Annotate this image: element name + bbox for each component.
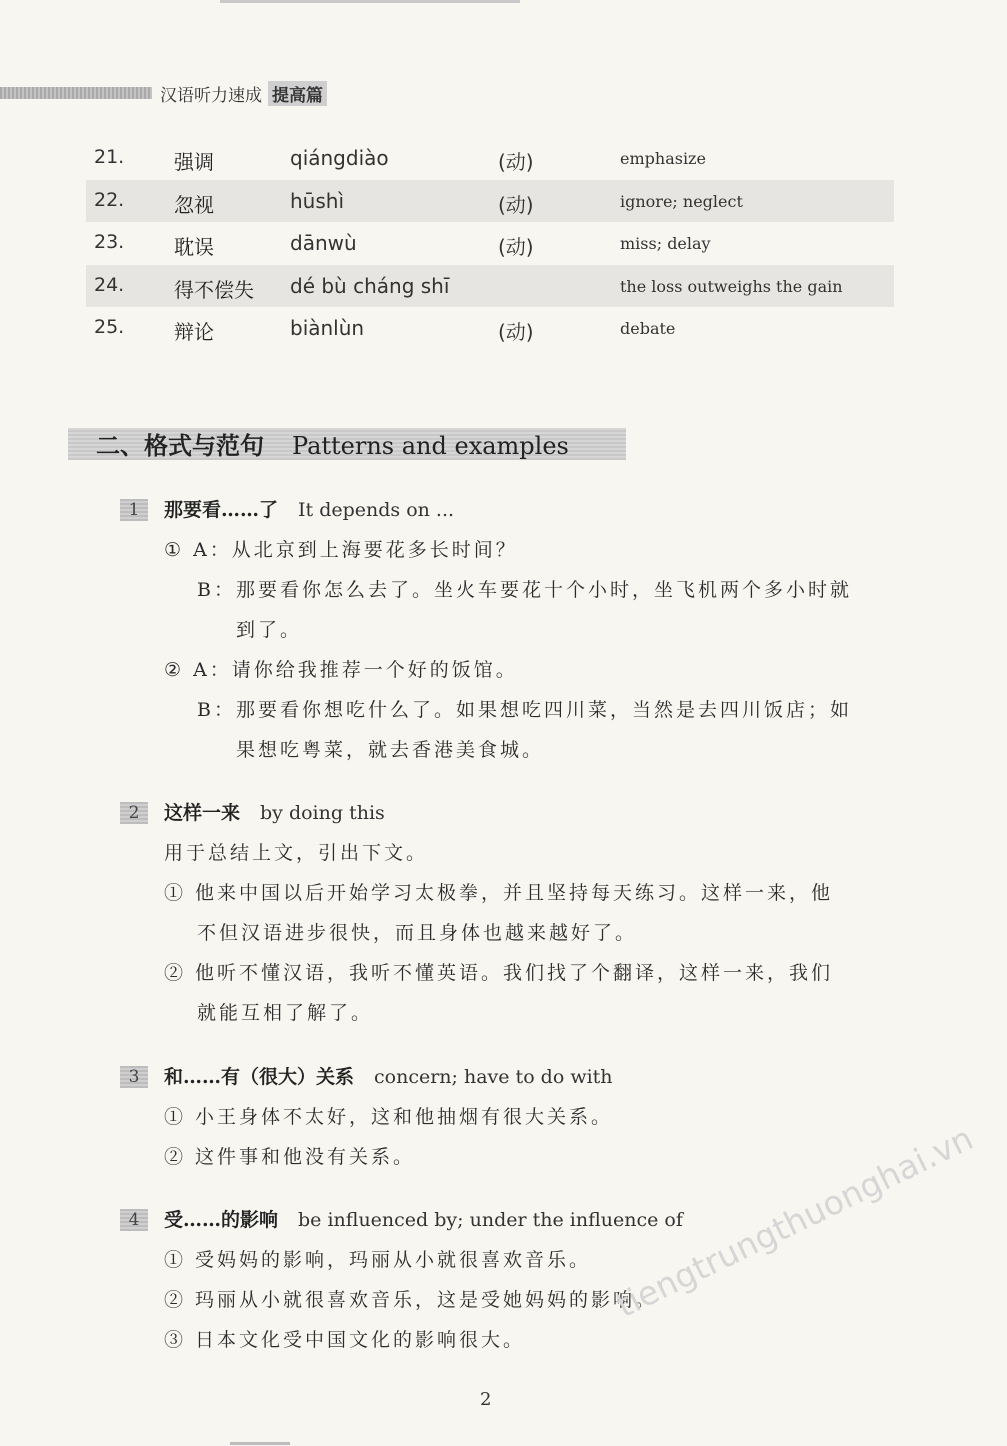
bottom-rule — [230, 1442, 290, 1445]
vocab-number: 25. — [94, 316, 125, 338]
pattern-zh: 和……有（很大）关系 — [164, 1066, 355, 1088]
vocab-part-of-speech: (动) — [498, 235, 534, 259]
example-line: B：那要看你想吃什么了。如果想吃四川菜，当然是去四川饭店；如 — [197, 699, 852, 721]
vocab-row — [86, 137, 894, 180]
example-line: ① 小王身体不太好，这和他抽烟有很大关系。 — [164, 1106, 614, 1128]
vocab-hanzi: 辩论 — [174, 320, 214, 344]
book-title-text: 汉语听力速成 — [160, 86, 262, 106]
pattern-heading — [120, 495, 454, 522]
top-rule — [220, 0, 520, 3]
watermark: tiengtrungthuonghai.vn — [610, 1118, 980, 1326]
vocab-row — [86, 265, 894, 308]
pattern-en: concern; have to do with — [374, 1066, 613, 1088]
example-line: ② A：请你给我推荐一个好的饭馆。 — [164, 659, 518, 681]
section-heading — [68, 428, 626, 460]
example-line: 就能互相了解了。 — [197, 1002, 374, 1024]
vocab-number: 22. — [94, 188, 125, 211]
example-line: ② 他听不懂汉语，我听不懂英语。我们找了个翻译，这样一来，我们 — [164, 962, 834, 984]
pattern-en: It depends on ... — [298, 499, 455, 521]
pattern-number-badge: 3 — [120, 1066, 148, 1088]
example-line: ② 玛丽从小就很喜欢音乐，这是受她妈妈的影响。 — [164, 1289, 658, 1311]
vocab-number: 24. — [94, 273, 125, 296]
book-subtitle: 提高篇 — [268, 81, 327, 106]
vocab-row — [86, 180, 894, 223]
example-line: 用于总结上文，引出下文。 — [164, 842, 429, 864]
pattern-heading — [120, 1062, 613, 1089]
section-heading-en: Patterns and examples — [292, 432, 569, 460]
example-line: 不但汉语进步很快，而且身体也越来越好了。 — [197, 922, 638, 944]
vocab-number: 23. — [94, 231, 125, 253]
vocab-english: ignore; neglect — [620, 191, 743, 211]
pattern-en: be influenced by; under the influence of — [298, 1209, 683, 1231]
vocab-english: debate — [620, 319, 676, 338]
example-line: ① 他来中国以后开始学习太极拳，并且坚持每天练习。这样一来，他 — [164, 882, 834, 904]
vocab-hanzi: 强调 — [174, 150, 214, 174]
book-title — [160, 81, 327, 106]
vocab-hanzi: 忽视 — [174, 192, 214, 217]
example-line: ② 这件事和他没有关系。 — [164, 1146, 416, 1168]
pattern-zh: 受……的影响 — [164, 1209, 279, 1231]
pattern-number-badge: 1 — [120, 499, 148, 521]
vocab-english: miss; delay — [620, 234, 711, 253]
example-line: 果想吃粤菜，就去香港美食城。 — [236, 739, 545, 761]
section-heading-text — [96, 426, 569, 461]
pattern-heading — [120, 1205, 683, 1232]
vocab-pinyin: hūshì — [290, 188, 345, 213]
example-line: 到了。 — [236, 619, 303, 641]
vocab-english: the loss outweighs the gain — [620, 276, 843, 296]
pattern-number-badge: 2 — [120, 802, 148, 824]
example-line: ① 受妈妈的影响，玛丽从小就很喜欢音乐。 — [164, 1249, 592, 1271]
vocab-pinyin: biànlùn — [290, 316, 365, 340]
vocab-number: 21. — [94, 146, 125, 168]
vocab-pinyin: qiángdiào — [290, 146, 389, 170]
vocab-part-of-speech: (动) — [498, 192, 534, 217]
pattern-en: by doing this — [260, 802, 385, 824]
page-number: 2 — [480, 1389, 492, 1410]
pattern-zh: 这样一来 — [164, 802, 241, 824]
vocab-row — [86, 307, 894, 350]
vocab-part-of-speech: (动) — [498, 150, 534, 174]
vocab-pinyin: dé bù cháng shī — [290, 273, 450, 298]
section-heading-zh: 二、格式与范句 — [96, 431, 264, 460]
pattern-heading — [120, 798, 385, 825]
vocab-part-of-speech: (动) — [498, 320, 534, 344]
vocabulary-table — [86, 137, 894, 350]
pattern-zh: 那要看……了 — [164, 499, 279, 521]
pattern-number-badge: 4 — [120, 1209, 148, 1231]
example-line: ③ 日本文化受中国文化的影响很大。 — [164, 1329, 526, 1351]
vocab-hanzi: 得不偿失 — [174, 277, 254, 302]
header-stripe — [0, 87, 152, 99]
vocab-row — [86, 222, 894, 265]
running-header — [0, 82, 1007, 106]
vocab-pinyin: dānwù — [290, 231, 357, 255]
example-line: B：那要看你怎么去了。坐火车要花十个小时，坐飞机两个多小时就 — [197, 579, 852, 601]
vocab-english: emphasize — [620, 149, 706, 168]
vocab-hanzi: 耽误 — [174, 235, 214, 259]
example-line: ① A：从北京到上海要花多长时间？ — [164, 539, 518, 561]
